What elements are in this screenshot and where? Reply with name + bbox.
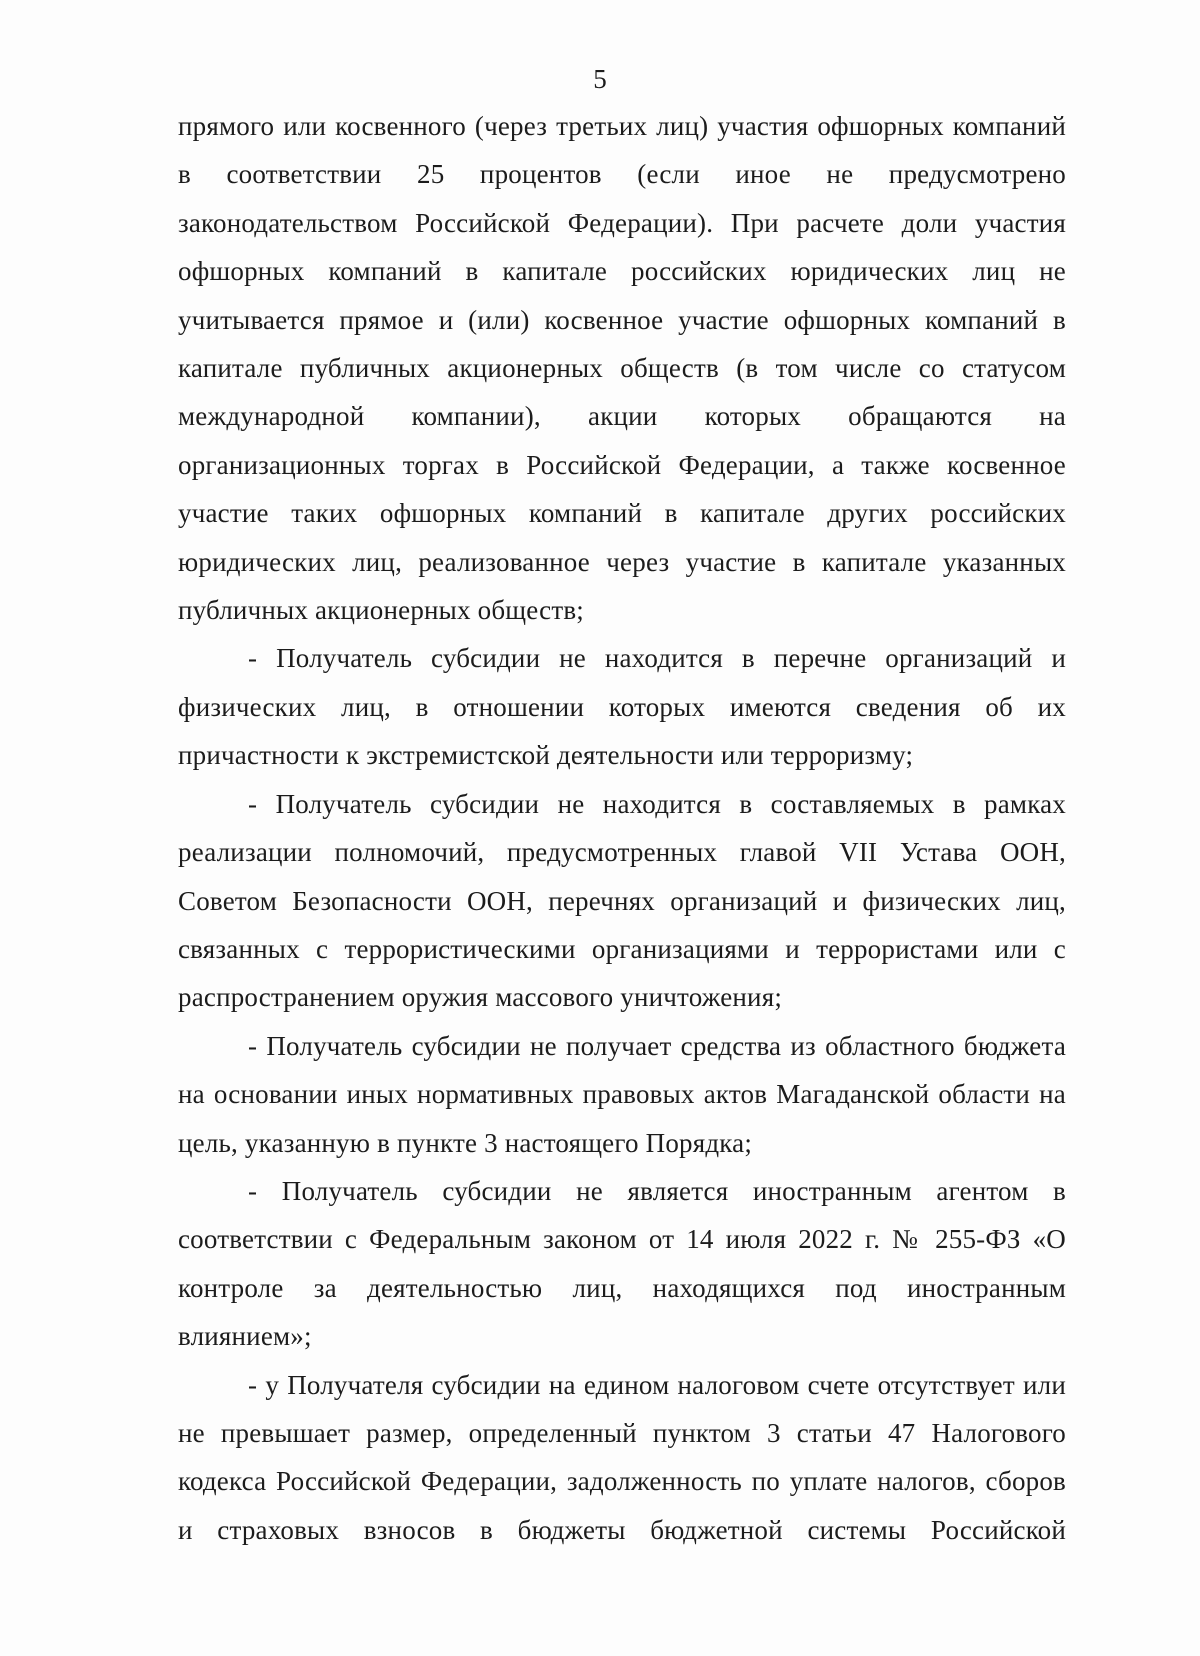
paragraph-un-sanctions-list: - Получатель субсидии не находится в составляемых в рамках реализации полномочий, предусмотренных главой VII Устава ООН, Советом Безопасности ООН, перечнях организаций и физических лиц, связанных с террористическими организациями и террористами или с распространением оружия массового уничтожения; xyxy=(178,788,1066,1013)
document-body xyxy=(178,102,1066,1554)
paragraph-foreign-agent: - Получатель субсидии не является иностранным агентом в соответствии с Федеральным законом от 14 июля 2022 г. № 255-ФЗ «О контроле за деятельностью лиц, находящихся под иностранным влиянием»; xyxy=(178,1175,1066,1352)
paragraph-offshore-participation: прямого или косвенного (через третьих лиц) участия офшорных компаний в соответствии 25 процентов (если иное не предусмотрено законодательством Российской Федерации). При расчете доли участия офшорных компаний в капитале российских юридических лиц не учитывается прямое и (или) косвенное участие офшорных компаний в капитале публичных акционерных обществ (в том числе со статусом международной компании), акции которых обращаются на организационных торгах в Российской Федерации, а также косвенное участие таких офшорных компаний в капитале других российских юридических лиц, реализованное через участие в капитале указанных публичных акционерных обществ; xyxy=(178,111,1066,626)
paragraph-extremism-list: - Получатель субсидии не находится в перечне организаций и физических лиц, в отношении которых имеются сведения об их причастности к экстремистской деятельности или терроризму; xyxy=(178,643,1066,771)
page-number: 5 xyxy=(593,64,607,94)
paragraph-tax-debt: - у Получателя субсидии на едином налоговом счете отсутствует или не превышает размер, определенный пунктом 3 статьи 47 Налогового кодекса Российской Федерации, задолженность по уплате налогов, сборов и страховых взносов в бюджеты бюджетной системы Российской xyxy=(178,1369,1066,1545)
paragraph-regional-budget: - Получатель субсидии не получает средства из областного бюджета на основании иных нормативных правовых актов Магаданской области на цель, указанную в пункте 3 настоящего Порядка; xyxy=(178,1030,1066,1158)
